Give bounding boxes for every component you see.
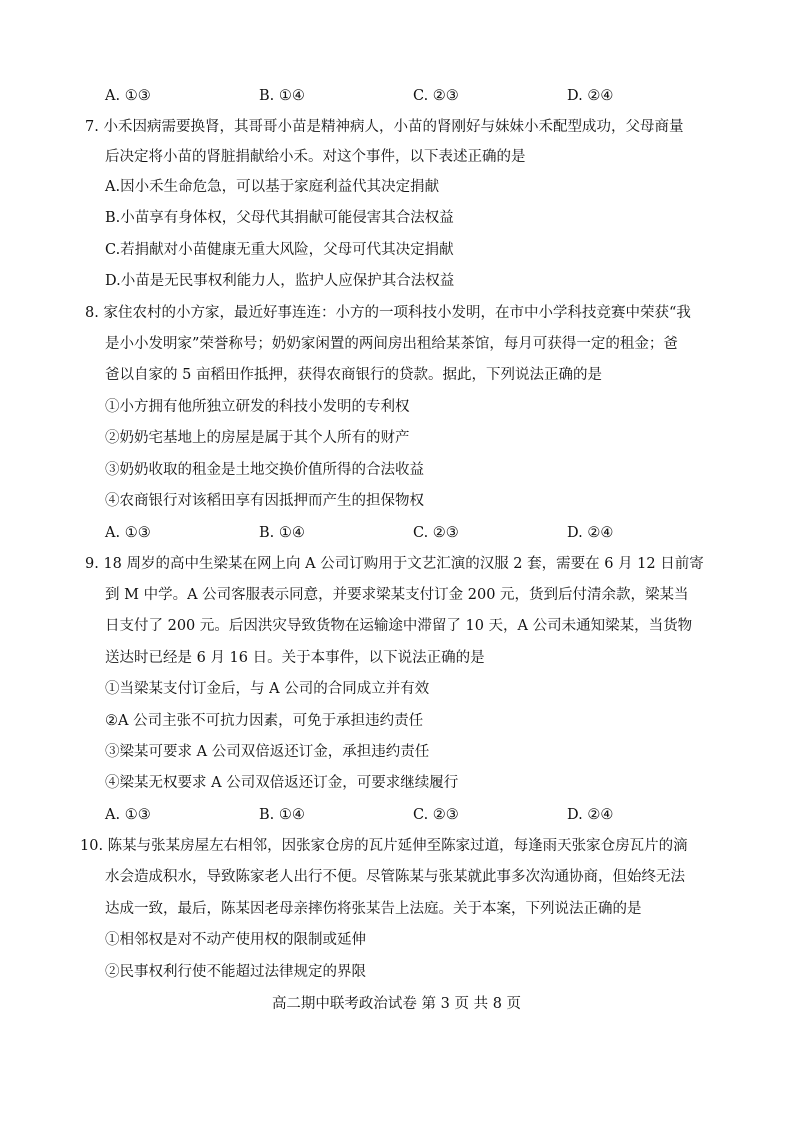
q8-item-2: ②奶奶宅基地上的房屋是属于其个人所有的财产 [105, 430, 410, 446]
option-c: C. ②③ [413, 88, 459, 104]
q10-stem-line-1: 10. 陈某与张某房屋左右相邻，因张家仓房的瓦片延伸至陈家过道，每逢雨天张家仓房瓦片的滴 [80, 838, 688, 854]
option-c: C. ②③ [413, 525, 459, 541]
option-b: B. ①④ [259, 807, 305, 823]
option-c: C. ②③ [413, 807, 459, 823]
q7-stem-line-2: 后决定将小苗的肾脏捐献给小禾。对这个事件，以下表述正确的是 [105, 149, 526, 165]
q9-stem-line-1: 9. 18 周岁的高中生梁某在网上向 A 公司订购用于文艺汇演的汉服 2 套，需要在 6 月 12 日前寄 [85, 556, 704, 572]
q7-stem-line-1: 7. 小禾因病需要换肾，其哥哥小苗是精神病人，小苗的肾刚好与妹妹小禾配型成功，父母商量 [85, 119, 684, 135]
option-a: A. ①③ [105, 88, 151, 104]
q8-item-1: ①小方拥有他所独立研发的科技小发明的专利权 [105, 399, 410, 415]
q10-item-1: ①相邻权是对不动产使用权的限制或延伸 [105, 932, 366, 948]
q8-stem-line-2: 是小小发明家”荣誉称号；奶奶家闲置的两间房出租给某茶馆，每月可获得一定的租金；爸 [105, 336, 678, 352]
q10-stem-line-2: 水会造成积水，导致陈家老人出行不便。尽管陈某与张某就此事多次沟通协商，但始终无法 [105, 869, 685, 885]
q9-item-4: ④梁某无权要求 A 公司双倍返还订金，可要求继续履行 [105, 775, 459, 791]
option-b: B. ①④ [259, 88, 305, 104]
q9-stem-line-4: 送达时已经是 6 月 16 日。关于本事件，以下说法正确的是 [105, 650, 485, 666]
q8-stem-line-1: 8. 家住农村的小方家，最近好事连连：小方的一项科技小发明，在市中小学科技竞赛中荣获“我 [85, 305, 691, 321]
q10-item-2: ②民事权利行使不能超过法律规定的界限 [105, 964, 366, 980]
option-d: D. ②④ [567, 88, 614, 104]
q7-choice-a: A.因小禾生命危急，可以基于家庭利益代其决定捐献 [105, 179, 440, 195]
q9-item-3: ③梁某可要求 A 公司双倍返还订金，承担违约责任 [105, 744, 430, 760]
q7-choice-c: C.若捐献对小苗健康无重大风险，父母可代其决定捐献 [105, 242, 454, 258]
q7-choice-b: B.小苗享有身体权，父母代其捐献可能侵害其合法权益 [105, 210, 454, 226]
q8-stem-line-3: 爸以自家的 5 亩稻田作抵押，获得农商银行的贷款。据此，下列说法正确的是 [105, 367, 602, 383]
option-a: A. ①③ [105, 525, 151, 541]
q9-item-2: ②A 公司主张不可抗力因素，可免于承担违约责任 [105, 713, 424, 729]
q8-item-3: ③奶奶收取的租金是土地交换价值所得的合法收益 [105, 462, 424, 478]
q9-item-1: ①当梁某支付订金后，与 A 公司的合同成立并有效 [105, 681, 430, 697]
q7-choice-d: D.小苗是无民事权利能力人，监护人应保护其合法权益 [105, 273, 455, 289]
q9-stem-line-2: 到 M 中学。A 公司客服表示同意，并要求梁某支付订金 200 元，货到后付清余款，梁某当 [105, 587, 689, 603]
option-d: D. ②④ [567, 807, 614, 823]
option-b: B. ①④ [259, 525, 305, 541]
page-footer: 高二期中联考政治试卷 第 3 页 共 8 页 [271, 996, 522, 1012]
q9-stem-line-3: 日支付了 200 元。后因洪灾导致货物在运输途中滞留了 10 天，A 公司未通知梁某，当货物 [105, 618, 693, 634]
q8-item-4: ④农商银行对该稻田享有因抵押而产生的担保物权 [105, 493, 424, 509]
option-a: A. ①③ [105, 807, 151, 823]
q10-stem-line-3: 达成一致，最后，陈某因老母亲摔伤将张某告上法庭。关于本案，下列说法正确的是 [105, 901, 642, 917]
option-d: D. ②④ [567, 525, 614, 541]
